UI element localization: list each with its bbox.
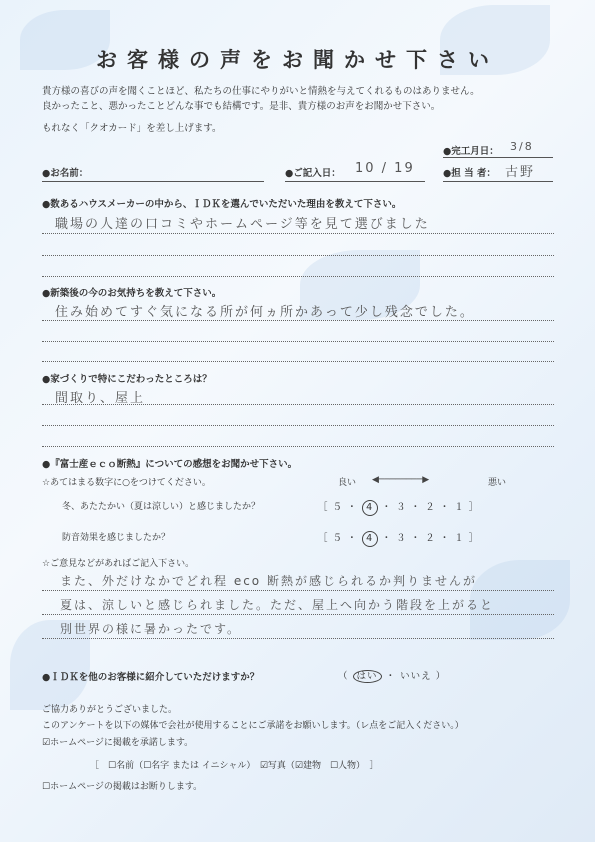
referral-yes-option[interactable]: はい (353, 670, 382, 683)
q1-answer[interactable]: 職場の人達の口コミやホームページ等を見て選びました (55, 217, 430, 232)
scale-post[interactable]: ・ ３ ・ ２ ・ １ (381, 502, 465, 513)
q4-label: ●『富士産ｅｃｏ断熱』についての感想をお聞かせ下さい。 (42, 459, 298, 470)
entry-date-value[interactable]: 10 / 19 (355, 161, 415, 176)
entry-date-underline (285, 181, 425, 182)
completion-date-label: ●完工月日： (443, 146, 499, 157)
q1-line-2 (42, 255, 554, 256)
entry-date-label: ●ご記入日： (285, 168, 341, 179)
q4-row2-scale (318, 530, 479, 547)
referral-options (338, 668, 446, 682)
consent-text: このアンケートを以下の媒体で会社が使用することにご承諾をお願いします。（レ点をご記入ください。） (42, 721, 464, 731)
name-label: ●お名前： (42, 168, 89, 179)
q4-row1-scale (318, 499, 479, 516)
scale-good-label: 良い (338, 478, 357, 488)
bracket-close: ］ (468, 533, 480, 544)
q2-label: ●新築後の今のお気持ちを教えて下さい。 (42, 288, 222, 299)
selected-rating[interactable]: 4 (362, 500, 378, 516)
paren-close: ） (435, 671, 447, 682)
referral-separator: ・ (385, 671, 397, 682)
q3-label: ●家づくりで特にこだわったところは？ (42, 374, 212, 385)
completion-date-underline (443, 157, 553, 158)
thanks-text: ご協力ありがとうございました。 (42, 705, 178, 715)
bracket-close: ］ (468, 502, 480, 513)
intro-line-1: 貴方様の喜びの声を聞くことほど、私たちの仕事にやりがいと情熱を与えてくれるものはありません。 (42, 86, 480, 97)
scale-pre[interactable]: ５ ・ (332, 533, 358, 544)
completion-date-value[interactable]: 3/8 (510, 140, 534, 153)
q2-line-1 (42, 320, 554, 321)
staff-label: ●担 当 者： (443, 168, 496, 179)
name-underline (42, 181, 264, 182)
q4-row2-question: 防音効果を感じましたか？ (62, 533, 171, 543)
page-title: お客様の声をお聞かせ下さい (96, 48, 499, 72)
scale-bad-label: 悪い (488, 478, 507, 488)
q2-answer[interactable]: 住み始めてすぐ気になる所が何ヵ所かあって少し残念でした。 (55, 305, 475, 320)
q2-line-3 (42, 361, 554, 362)
q2-line-2 (42, 341, 554, 342)
q3-line-1 (42, 404, 554, 405)
bracket-open: ［ (318, 533, 329, 544)
intro-line-2: 良かったこと、悪かったことどんな事でも結構です。是非、貴方様のお声をお聞かせ下さい。 (42, 101, 441, 112)
comment-line-1[interactable]: また、外だけなかでどれ程 eco 断熱が感じられるか判りませんが (60, 574, 477, 588)
q3-answer[interactable]: 間取り、屋上 (55, 391, 146, 406)
scale-arrow: ◀────────▶ (372, 475, 430, 485)
bracket-open: ［ (318, 502, 329, 513)
scale-pre[interactable]: ５ ・ (332, 502, 358, 513)
q3-line-3 (42, 446, 554, 447)
q4-row1-question: 冬、あたたかい（夏は涼しい）と感じましたか？ (62, 502, 261, 512)
intro-line-3: もれなく「クオカード」を差し上げます。 (42, 123, 222, 134)
comments-label: ☆ご意見などがあればご記入下さい。 (42, 559, 195, 569)
staff-underline (443, 181, 553, 182)
staff-value[interactable]: 古野 (505, 165, 536, 180)
q1-line-1 (42, 233, 554, 234)
referral-label: ●ＩＤＫを他のお客様に紹介していただけますか？ (42, 672, 260, 683)
comment-rule-3 (42, 638, 554, 639)
referral-no-option[interactable]: いいえ (400, 671, 432, 682)
q1-line-3 (42, 276, 554, 277)
comment-line-2[interactable]: 夏は、涼しいと感じられました。ただ、屋上へ向かう階段を上がると (60, 598, 495, 612)
scale-post[interactable]: ・ ３ ・ ２ ・ １ (381, 533, 465, 544)
consent-option-decline[interactable]: ☐ホームページの掲載はお断りします。 (42, 782, 203, 792)
paren-open: （ (338, 671, 349, 682)
comment-line-3[interactable]: 別世界の様に暑かったです。 (60, 622, 242, 636)
consent-sub-options[interactable]: ［ ☐名前（☐名字 または イニシャル） ☑写真（☑建物 ☐人物） ］ (90, 761, 379, 771)
q4-instruction: ☆あてはまる数字に○をつけてください。 (42, 478, 211, 488)
comment-rule-1 (42, 590, 554, 591)
q3-line-2 (42, 425, 554, 426)
q1-label: ●数あるハウスメーカーの中から、ＩＤＫを選んでいただいた理由を教えて下さい。 (42, 199, 402, 210)
selected-rating[interactable]: 4 (362, 531, 378, 547)
comment-rule-2 (42, 614, 554, 615)
consent-option-accept[interactable]: ☑ホームページに掲載を承諾します。 (42, 738, 194, 748)
